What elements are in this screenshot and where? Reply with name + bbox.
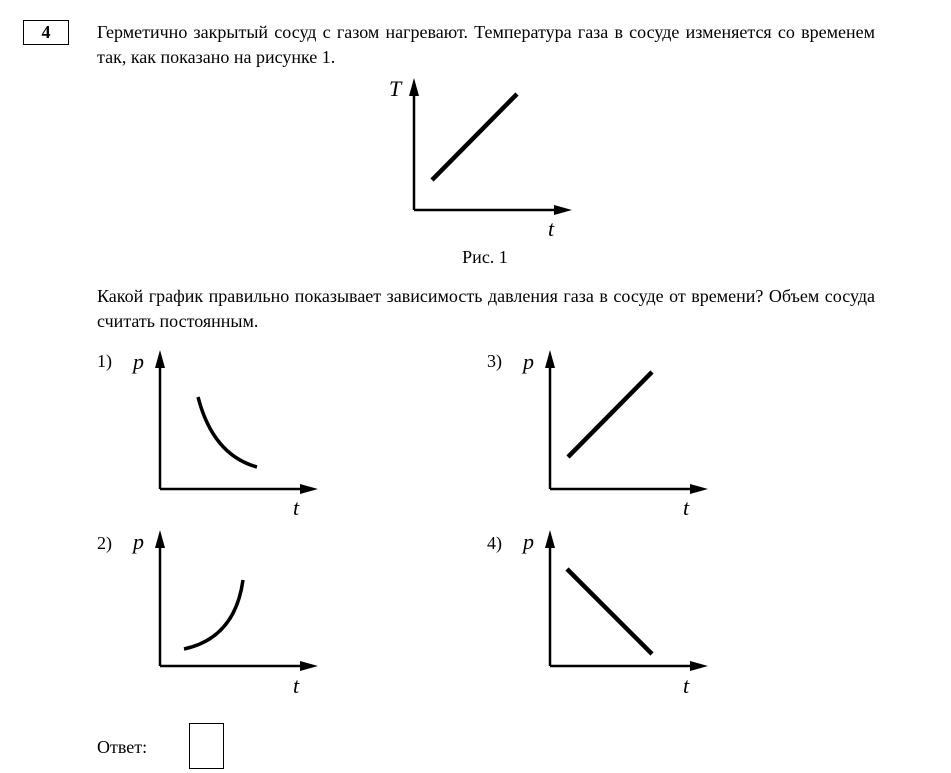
figure1-graph: [384, 74, 584, 239]
option-1-graph: [130, 345, 330, 520]
option-2-graph: [130, 525, 330, 697]
option-3-y-arrow: [545, 350, 555, 368]
option-4-curve: [567, 569, 652, 654]
option-4-y-arrow: [545, 530, 555, 548]
figure1-curve: [432, 94, 517, 180]
answer-input-box[interactable]: [189, 723, 224, 769]
option-4-x-arrow: [690, 661, 708, 671]
figure1-x-label: t: [548, 216, 555, 241]
option-2-number: 2): [97, 533, 112, 553]
option-4-number: 4): [487, 533, 502, 553]
option-1-x-arrow: [300, 484, 318, 494]
option-3-x-label: t: [683, 495, 690, 520]
option-4-y-label: p: [523, 529, 534, 554]
task-intro-text: Герметично закрытый сосуд с газом нагревают. Температура газа в сосуде изменяется со временем так, как показано на рисунке 1.: [97, 22, 875, 67]
figure1-x-arrow: [554, 205, 572, 215]
option-1-x-label: t: [293, 495, 300, 520]
option-1-y-label: p: [133, 349, 144, 374]
figure1-y-label: T: [389, 76, 402, 101]
option-3-x-arrow: [690, 484, 708, 494]
option-2-x-arrow: [300, 661, 318, 671]
option-1-number: 1): [97, 351, 112, 371]
option-2-x-label: t: [293, 673, 300, 698]
option-3-y-label: p: [523, 349, 534, 374]
answer-label: Ответ:: [97, 737, 148, 757]
option-3-graph: [520, 345, 720, 520]
option-2-curve: [184, 580, 243, 649]
option-1-y-arrow: [155, 350, 165, 368]
option-1-curve: [198, 397, 257, 467]
option-2-y-arrow: [155, 530, 165, 548]
task-number: 4: [41, 22, 51, 42]
figure1-y-arrow: [409, 78, 419, 96]
option-3-number: 3): [487, 351, 502, 371]
task-question-text: Какой график правильно показывает зависимость давления газа в сосуде от времени? Объем сосуда считать постоянным.: [97, 286, 875, 331]
option-2-y-label: p: [133, 529, 144, 554]
option-4-graph: [520, 525, 720, 697]
task-number-box: [23, 20, 69, 45]
option-3-curve: [568, 372, 652, 457]
option-4-x-label: t: [683, 673, 690, 698]
figure1-caption: Рис. 1: [462, 247, 508, 267]
